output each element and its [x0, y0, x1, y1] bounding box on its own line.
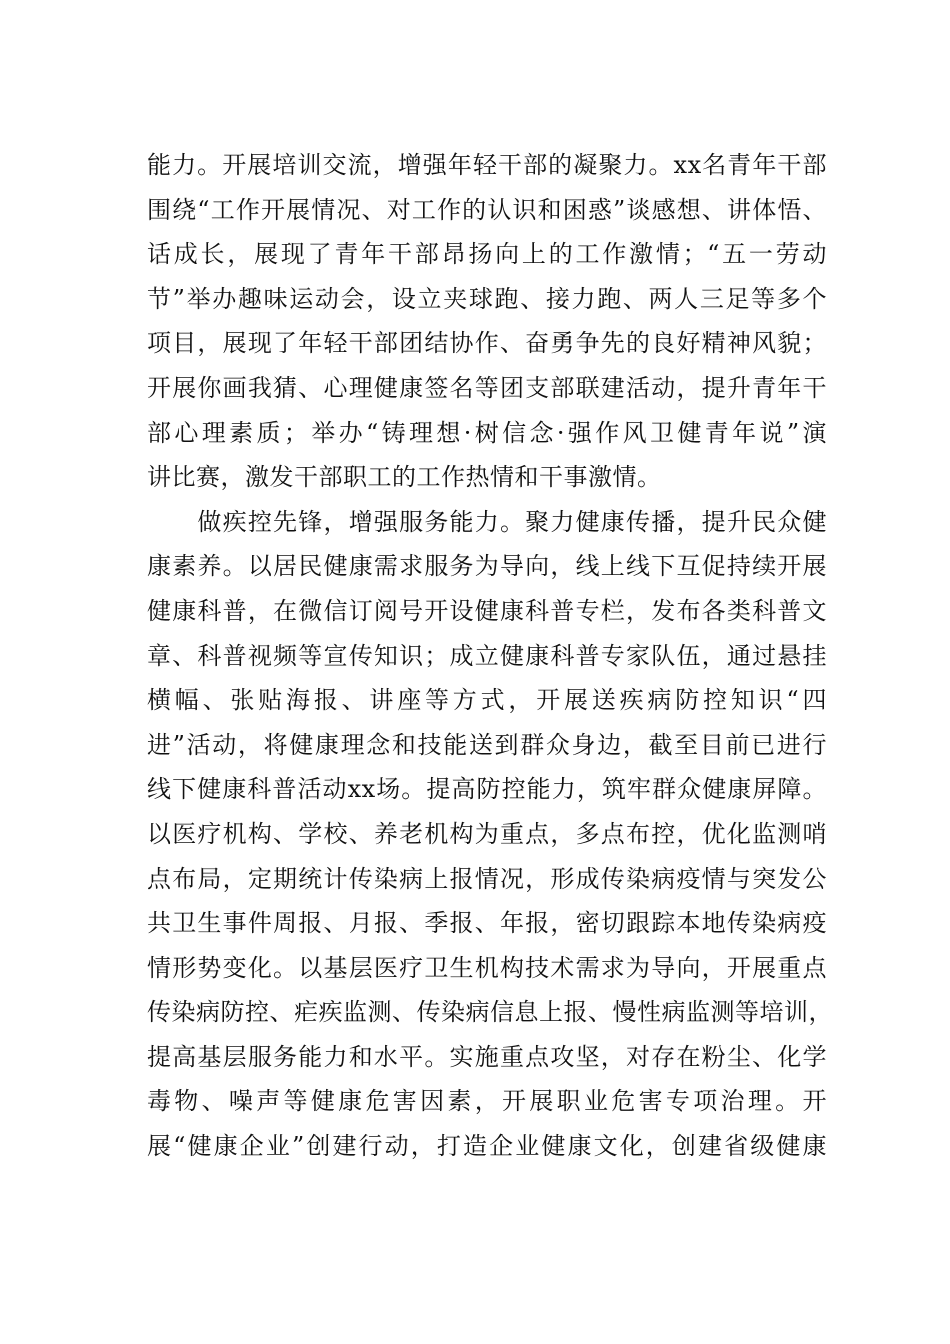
- text-line: 能力。开展培训交流，增强年轻干部的凝聚力。xx名青年干部: [147, 151, 827, 179]
- text-line: 节”举办趣味运动会，设立夹球跑、接力跑、两人三足等多个: [147, 284, 827, 313]
- text-line: 进”活动，将健康理念和技能送到群众身边，截至目前已进行: [147, 730, 827, 759]
- text-line: 部心理素质；举办“铸理想·树信念·强作风卫健青年说”演: [147, 418, 827, 447]
- text-line: 项目，展现了年轻干部团结协作、奋勇争先的良好精神风貌；: [147, 329, 827, 358]
- text-line: 情形势变化。以基层医疗卫生机构技术需求为导向，开展重点: [147, 953, 827, 982]
- text-line: 章、科普视频等宣传知识；成立健康科普专家队伍，通过悬挂: [147, 641, 827, 670]
- paragraph-start-line: 做疾控先锋，增强服务能力。聚力健康传播，提升民众健: [147, 507, 827, 536]
- text-line: 共卫生事件周报、月报、季报、年报，密切跟踪本地传染病疫: [147, 909, 827, 938]
- text-line: 话成长，展现了青年干部昂扬向上的工作激情；“五一劳动: [147, 240, 827, 269]
- text-line: 毒物、噪声等健康危害因素，开展职业危害专项治理。开: [147, 1087, 827, 1116]
- text-line: 传染病防控、疟疾监测、传染病信息上报、慢性病监测等培训，: [147, 998, 833, 1027]
- text-line: 开展你画我猜、心理健康签名等团支部联建活动，提升青年干: [147, 373, 827, 402]
- text-line: 康素养。以居民健康需求服务为导向，线上线下互促持续开展: [147, 552, 827, 581]
- text-line: 线下健康科普活动xx场。提高防控能力，筑牢群众健康屏障。: [147, 775, 827, 804]
- text-line: 点布局，定期统计传染病上报情况，形成传染病疫情与突发公: [147, 864, 827, 893]
- text-line: 围绕“工作开展情况、对工作的认识和困惑”谈感想、讲体悟、: [147, 195, 827, 224]
- text-line: 提高基层服务能力和水平。实施重点攻坚，对存在粉尘、化学: [147, 1042, 827, 1071]
- paragraph-end-line: 讲比赛，激发干部职工的工作热情和干事激情。: [147, 463, 662, 492]
- text-line: 展“健康企业”创建行动，打造企业健康文化，创建省级健康: [147, 1132, 827, 1161]
- text-line: 健康科普，在微信订阅号开设健康科普专栏，发布各类科普文: [147, 596, 827, 625]
- body-text: [147, 143, 833, 1169]
- text-line: 以医疗机构、学校、养老机构为重点，多点布控，优化监测哨: [147, 819, 827, 848]
- text-line: 横幅、张贴海报、讲座等方式，开展送疾病防控知识“四: [147, 686, 827, 715]
